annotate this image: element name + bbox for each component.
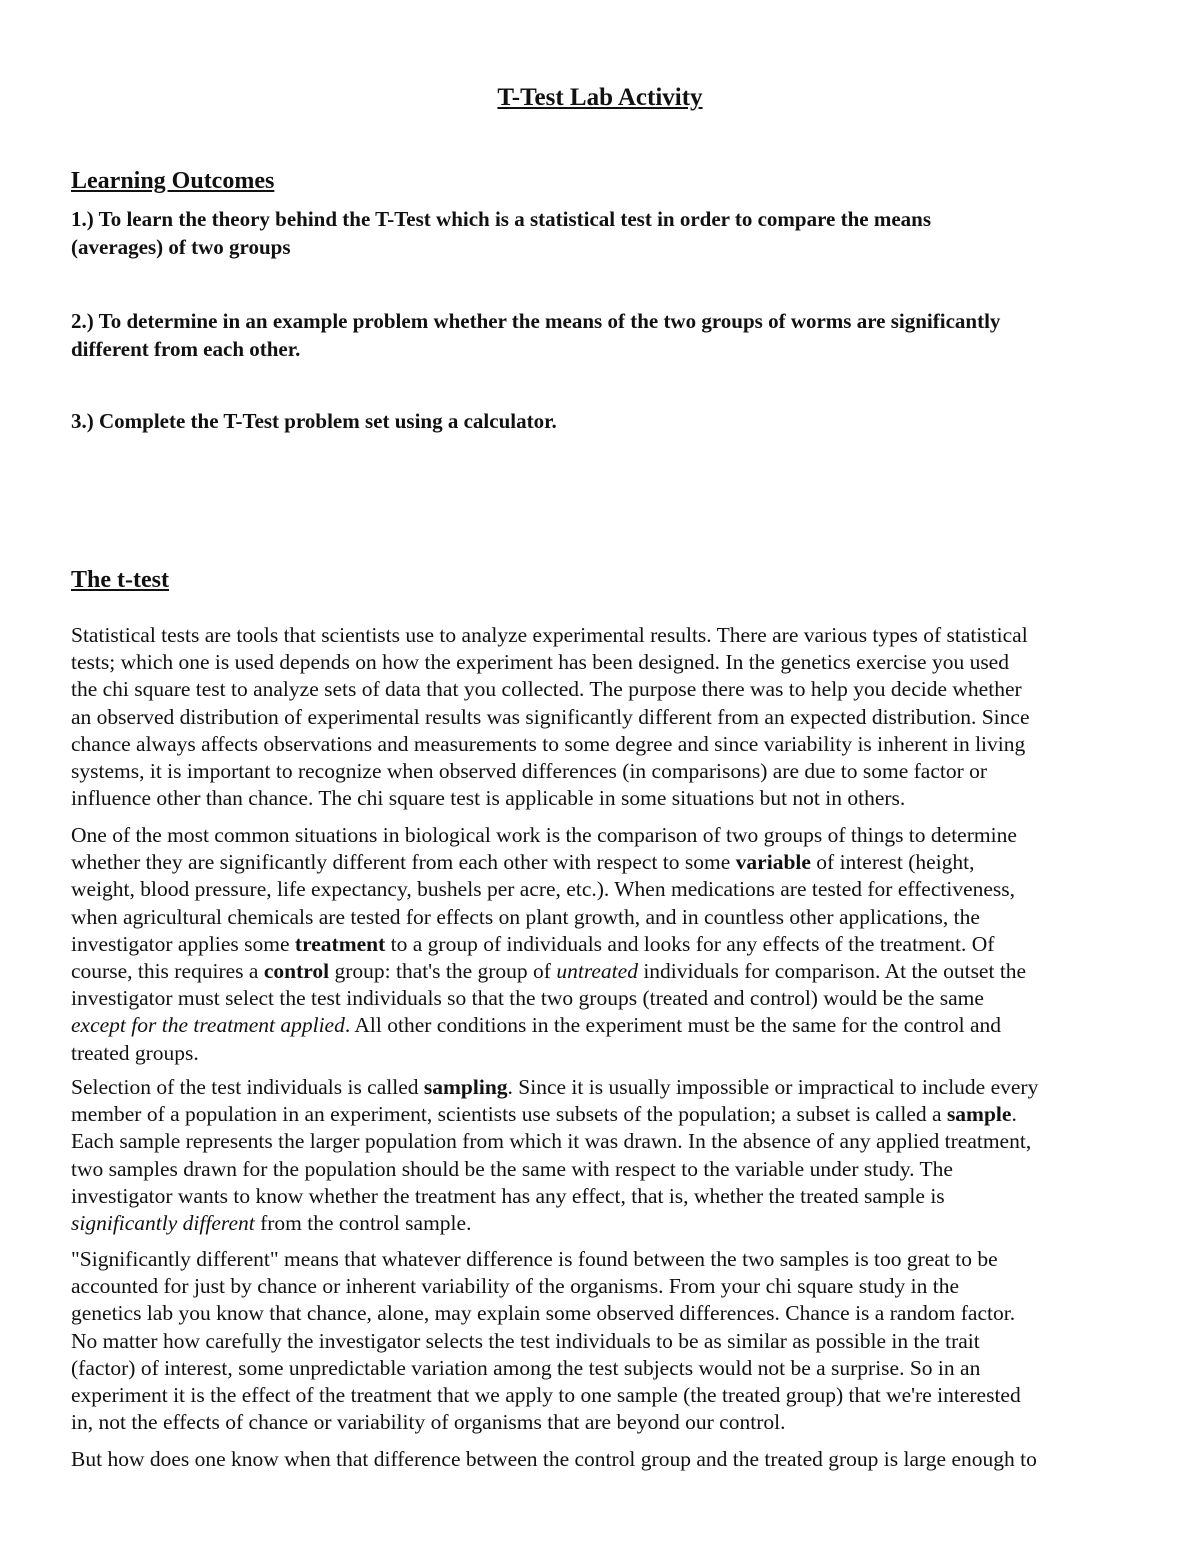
text-line: member of a population in an experiment, scientists use subsets of the population; a subset is called a sample.: [71, 1102, 1017, 1127]
document-title: T-Test Lab Activity: [497, 84, 703, 111]
text-line: Each sample represents the larger population from which it was drawn. In the absence of any applied treatment,: [71, 1129, 1032, 1154]
text-line: the chi square test to analyze sets of data that you collected. The purpose there was to help you decide whether: [71, 677, 1022, 702]
text-line: treated groups.: [71, 1040, 199, 1065]
text-line: systems, it is important to recognize when observed differences (in comparisons) are due to some factor or: [71, 759, 988, 784]
paragraph-1: [71, 622, 1146, 812]
outcome-2: [71, 308, 1131, 363]
text-line: in, not the effects of chance or variability of organisms that are beyond our control.: [71, 1410, 786, 1435]
text-line: "Significantly different" means that whatever difference is found between the two samples is too great to be: [71, 1247, 998, 1271]
text-line: Statistical tests are tools that scientists use to analyze experimental results. There are various types of statistical: [71, 623, 1028, 647]
text-line: But how does one know when that difference between the control group and the treated group is large enough to: [71, 1447, 1037, 1471]
term-control: control: [263, 959, 330, 984]
text-line: tests; which one is used depends on how the experiment has been designed. In the genetics exercise you used: [71, 650, 1009, 675]
paragraph-5: [71, 1446, 1146, 1473]
term-sampling: sampling: [423, 1075, 508, 1099]
text-line: influence other than chance. The chi square test is applicable in some situations but not in others.: [71, 786, 906, 811]
text-line: an observed distribution of experimental results was significantly different from an expected distribution. Since: [71, 704, 1030, 729]
learning-outcomes-heading: Learning Outcomes: [71, 168, 275, 194]
outcome-3-line-1: 3.) Complete the T-Test problem set using a calculator.: [71, 409, 557, 433]
text-line: course, this requires a control group: that's the group of untreated individuals for comparison. At the outset the: [71, 959, 1027, 984]
text-line: investigator applies some treatment to a group of individuals and looks for any effects of the treatment. Of: [71, 931, 995, 956]
paragraph-4: [71, 1246, 1146, 1436]
term-untreated: untreated: [556, 959, 638, 984]
outcome-1-line-2: (averages) of two groups: [71, 234, 291, 259]
term-variable: variable: [735, 850, 811, 875]
paragraph-2: [71, 822, 1146, 1067]
paragraph-3: [71, 1074, 1146, 1237]
phrase-significantly-different: significantly different: [71, 1211, 255, 1236]
outcome-1: [71, 206, 1131, 261]
text-line: two samples drawn for the population should be the same with respect to the variable under study. The: [71, 1156, 953, 1181]
outcome-3: [71, 408, 1131, 436]
text-line: significantly different from the control sample.: [71, 1211, 472, 1236]
text-line: (factor) of interest, some unpredictable variation among the test subjects would not be a surprise. So in an: [71, 1355, 981, 1380]
term-treatment: treatment: [294, 931, 386, 956]
t-test-heading: The t-test: [71, 567, 169, 593]
text-line: Selection of the test individuals is called sampling. Since it is usually impossible or impractical to include every: [71, 1075, 1039, 1099]
text-line: except for the treatment applied. All other conditions in the experiment must be the same for the control and: [71, 1013, 1002, 1038]
text-line: experiment it is the effect of the treatment that we apply to one sample (the treated group) that we're interested: [71, 1383, 1021, 1408]
text-line: chance always affects observations and measurements to some degree and since variability is inherent in living: [71, 731, 1026, 756]
text-line: investigator must select the test individuals so that the two groups (treated and control) would be the same: [71, 986, 984, 1011]
phrase-except-treatment: except for the treatment applied: [71, 1013, 345, 1038]
outcome-2-line-2: different from each other.: [71, 336, 301, 361]
text-line: No matter how carefully the investigator selects the test individuals to be as similar as possible in the trait: [71, 1328, 980, 1353]
text-line: One of the most common situations in biological work is the comparison of two groups of things to determine: [71, 823, 1017, 847]
text-line: weight, blood pressure, life expectancy, bushels per acre, etc.). When medications are tested for effectiveness,: [71, 877, 1016, 902]
text-line: investigator wants to know whether the treatment has any effect, that is, whether the treated sample is: [71, 1183, 945, 1208]
text-line: accounted for just by chance or inherent variability of the organisms. From your chi square study in the: [71, 1274, 960, 1299]
text-line: genetics lab you know that chance, alone, may explain some observed differences. Chance is a random factor.: [71, 1301, 1016, 1326]
text-line: when agricultural chemicals are tested for effects on plant growth, and in countless other applications, the: [71, 904, 980, 929]
outcome-1-line-1: 1.) To learn the theory behind the T-Test which is a statistical test in order to compare the means: [71, 207, 932, 231]
outcome-2-line-1: 2.) To determine in an example problem whether the means of the two groups of worms are significantly: [71, 309, 1001, 333]
text-line: whether they are significantly different from each other with respect to some variable of interest (height,: [71, 850, 975, 875]
term-sample: sample: [946, 1102, 1012, 1127]
